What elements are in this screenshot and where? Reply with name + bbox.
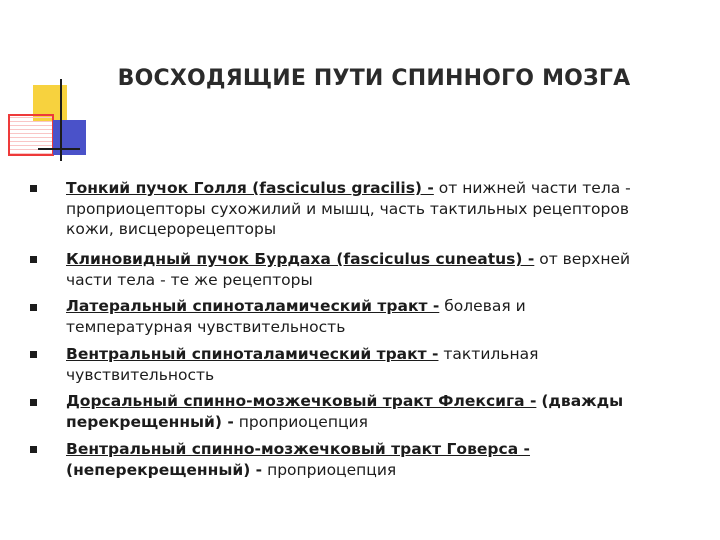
list-item: [66, 296, 656, 337]
item-description: от верхней части тела - те же рецепторы: [66, 250, 631, 289]
item-term: Клиновидный пучок Бурдаха (fasciculus cuneatus) -: [66, 250, 535, 268]
bullet-marker-icon: [30, 304, 37, 311]
list-item: [66, 439, 656, 480]
item-term: Дорсальный спинно-мозжечковый тракт Флексига -: [66, 392, 537, 410]
item-description: проприоцепция: [238, 412, 368, 431]
bullet-marker-icon: [30, 446, 37, 453]
item-term: Вентральный спиноталамический тракт -: [66, 345, 439, 363]
item-description: проприоцепция: [267, 460, 397, 479]
item-term-extra: (дважды перекрещенный) -: [66, 392, 624, 431]
bullet-marker-icon: [30, 399, 37, 406]
item-term: Вентральный спинно-мозжечковый тракт Говерса -: [66, 440, 530, 458]
bullet-marker-icon: [30, 185, 37, 192]
item-term: Латеральный спиноталамический тракт -: [66, 297, 440, 315]
item-description: тактильная чувствительность: [66, 345, 539, 384]
list-item: [66, 391, 656, 432]
list-item: [66, 344, 656, 385]
item-term: Тонкий пучок Голля (fasciculus gracilis) -: [66, 179, 434, 197]
item-term-extra: (неперекрещенный) -: [66, 460, 263, 479]
item-description: болевая и температурная чувствительность: [66, 297, 526, 336]
bullet-marker-icon: [30, 351, 37, 358]
slide-title: ВОСХОДЯЩИЕ ПУТИ СПИННОГО МОЗГА: [117, 66, 631, 91]
item-description: от нижней части тела - проприоцепторы сухожилий и мышц, часть тактильных рецепторов кожи, висцерорецепторы: [66, 179, 631, 238]
list-item: [66, 249, 656, 290]
list-item: [66, 178, 656, 240]
logo-horizontal-line-icon: [38, 148, 80, 150]
bullet-marker-icon: [30, 256, 37, 263]
